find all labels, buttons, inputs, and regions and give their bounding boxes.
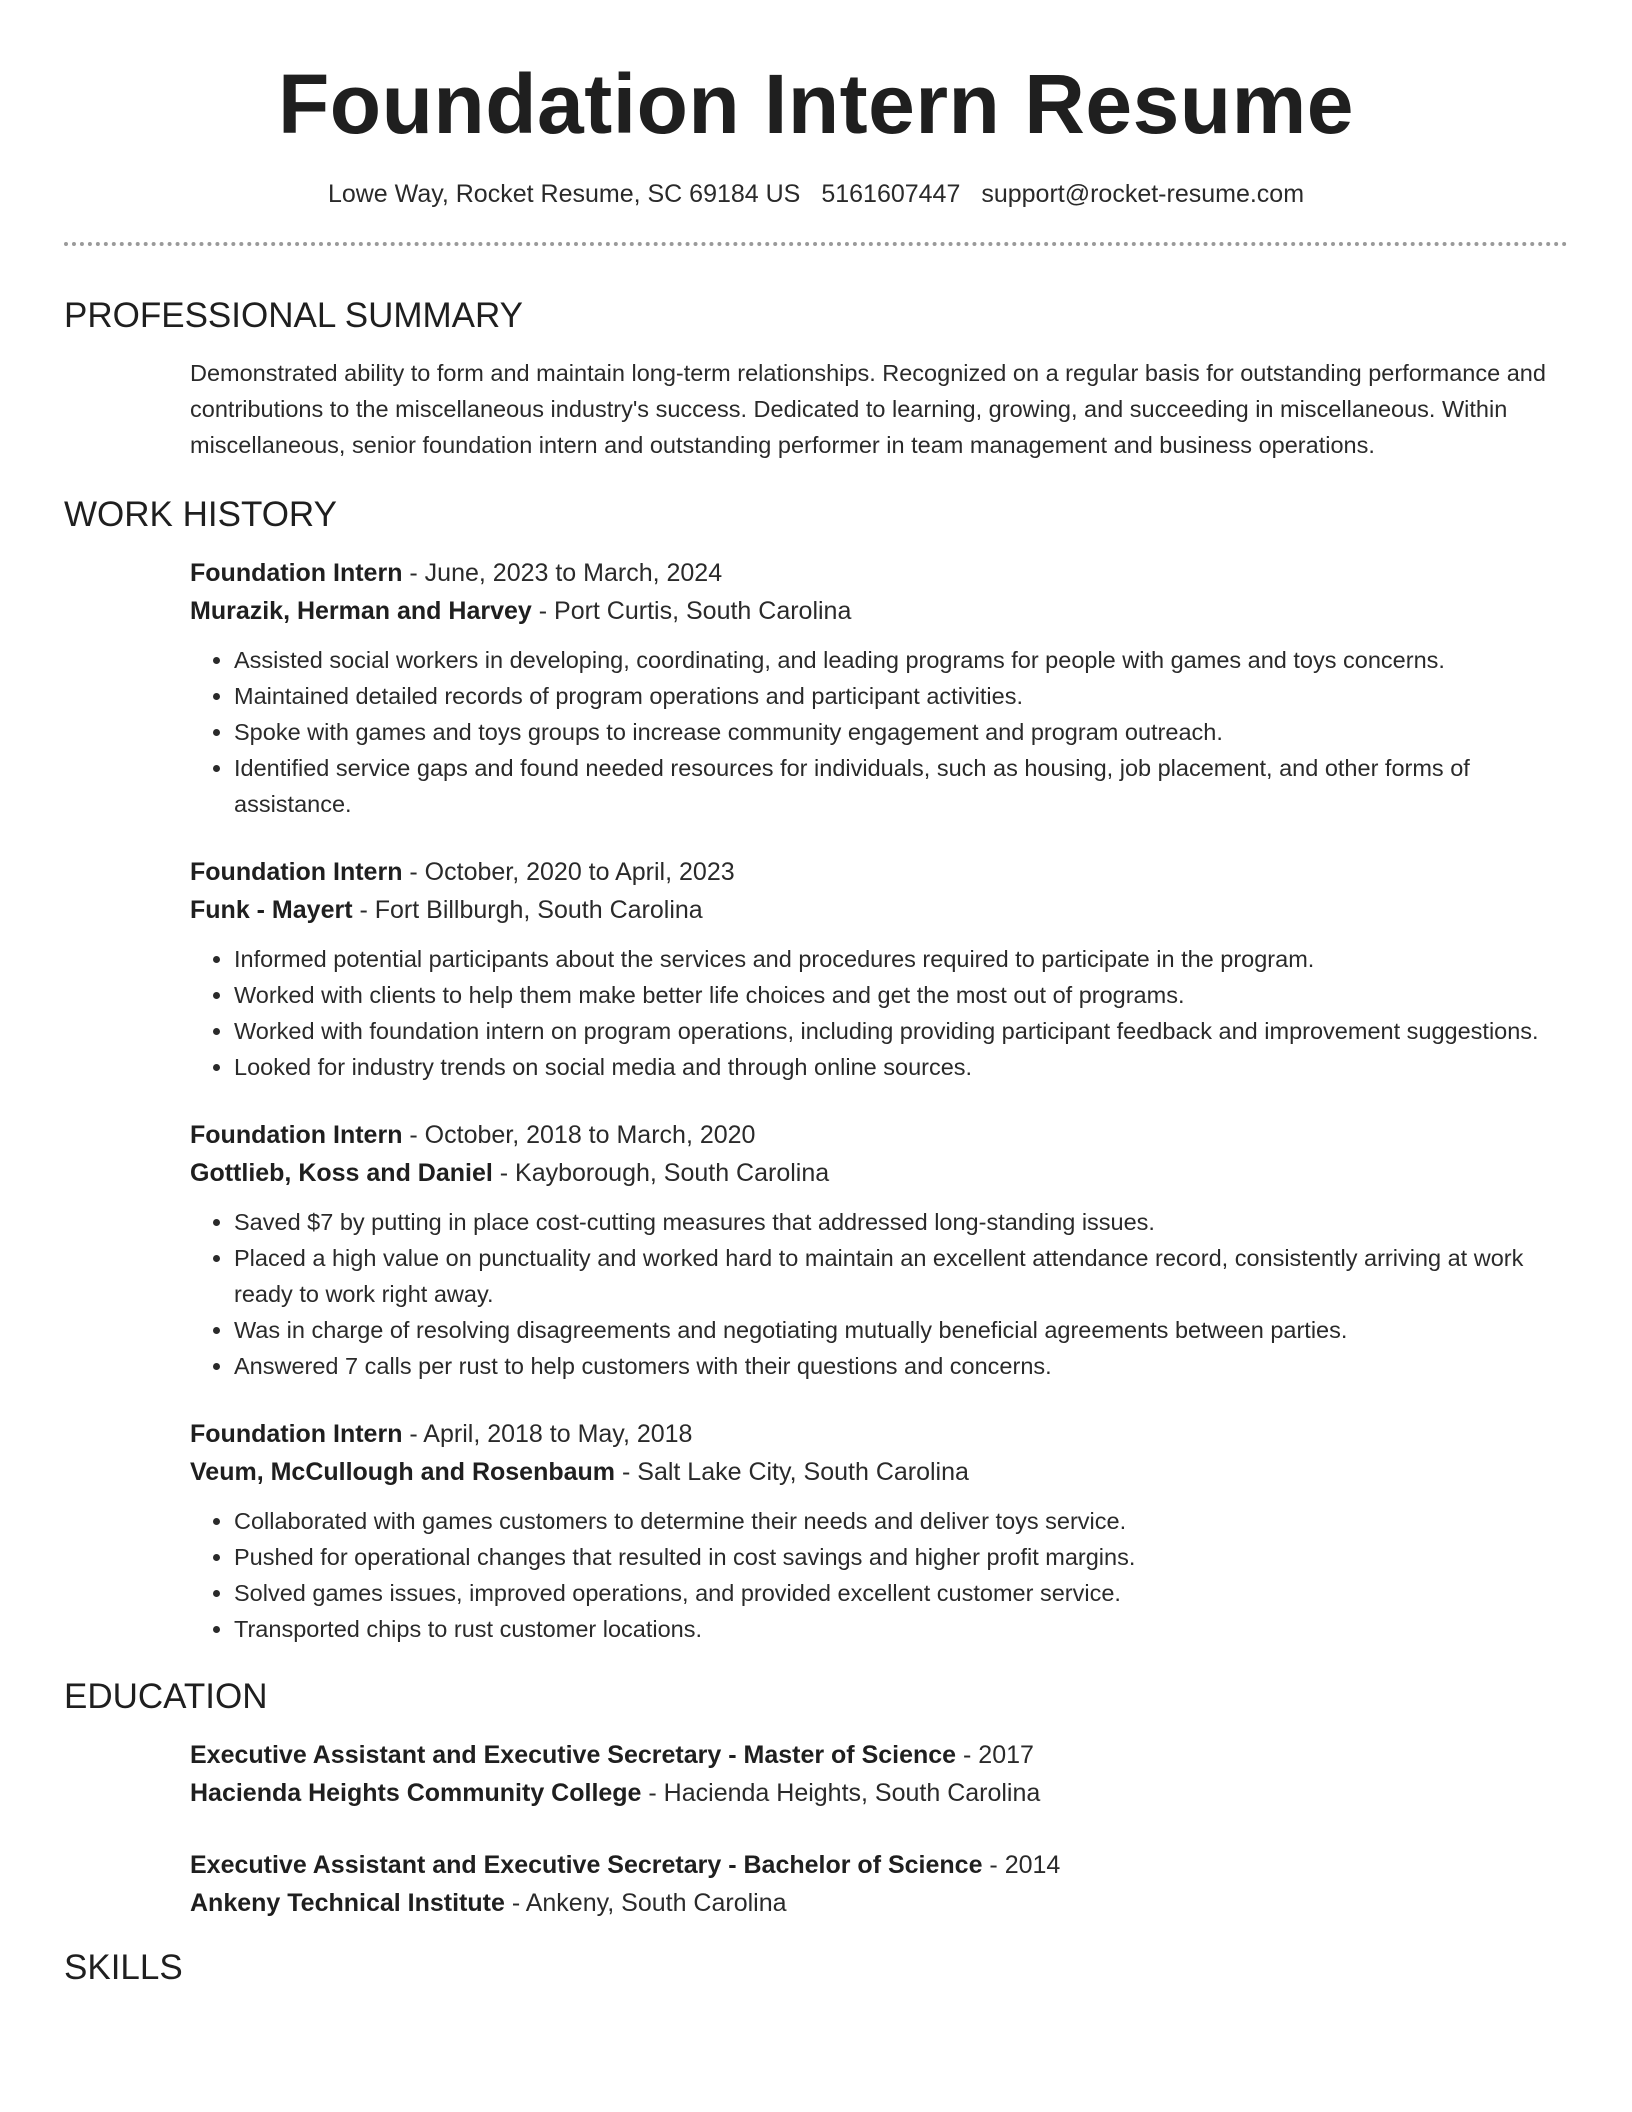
education-entry [190, 1736, 1568, 1812]
school-location: - Hacienda Heights, South Carolina [641, 1779, 1041, 1807]
contact-line [64, 180, 1568, 209]
company-location: - Port Curtis, South Carolina [531, 597, 852, 625]
job-bullet: • Maintained detailed records of program operations and participant activities. [234, 678, 1568, 714]
school-line [190, 1884, 1568, 1922]
work-history-section [190, 554, 1568, 1647]
work-history-heading: WORK HISTORY [64, 495, 337, 534]
job-bullets [190, 1503, 1568, 1647]
degree-year: - 2014 [982, 1851, 1061, 1879]
degree-line [190, 1736, 1568, 1774]
degree-name: Executive Assistant and Executive Secretary - Master of Science [190, 1741, 957, 1769]
contact-phone: 5161607447 [821, 180, 961, 208]
summary-heading: PROFESSIONAL SUMMARY [64, 296, 523, 335]
job-entry [190, 1415, 1568, 1647]
company-line [190, 891, 1568, 929]
company-line [190, 1154, 1568, 1192]
job-bullet: • Placed a high value on punctuality and worked hard to maintain an excellent attendance record, consistently arriving at work ready to work right away. [234, 1240, 1568, 1312]
job-entry [190, 554, 1568, 822]
company-name: Funk - Mayert [190, 896, 353, 924]
company-location: - Salt Lake City, South Carolina [615, 1458, 969, 1486]
company-line [190, 592, 1568, 630]
job-entry [190, 853, 1568, 1085]
company-line [190, 1453, 1568, 1491]
job-bullet: • Solved games issues, improved operations, and provided excellent customer service. [234, 1575, 1568, 1611]
job-bullet: • Spoke with games and toys groups to increase community engagement and program outreach. [234, 714, 1568, 750]
job-bullet: • Was in charge of resolving disagreements and negotiating mutually beneficial agreements between parties. [234, 1312, 1568, 1348]
summary-section [190, 355, 1568, 463]
degree-year: - 2017 [956, 1741, 1034, 1769]
job-title: Foundation Intern [190, 1420, 403, 1448]
skills-heading: SKILLS [64, 1948, 183, 1987]
job-title: Foundation Intern [190, 1121, 403, 1149]
job-bullet: • Worked with clients to help them make better life choices and get the most out of programs. [234, 977, 1568, 1013]
education-section [190, 1736, 1568, 1922]
school-name: Hacienda Heights Community College [190, 1779, 642, 1807]
job-title-line [190, 1116, 1568, 1154]
company-name: Murazik, Herman and Harvey [190, 597, 532, 625]
job-bullet: • Saved $7 by putting in place cost-cutting measures that addressed long-standing issues. [234, 1204, 1568, 1240]
resume-title: Foundation Intern Resume [277, 57, 1355, 151]
job-entry [190, 1116, 1568, 1384]
job-bullet: • Identified service gaps and found needed resources for individuals, such as housing, job placement, and other forms of assistance. [234, 750, 1568, 822]
job-dates: - June, 2023 to March, 2024 [402, 559, 723, 587]
job-dates: - October, 2020 to April, 2023 [402, 858, 735, 886]
job-title-line [190, 554, 1568, 592]
job-bullet: • Informed potential participants about the services and procedures required to participate in the program. [234, 941, 1568, 977]
job-title: Foundation Intern [190, 559, 403, 587]
school-location: - Ankeny, South Carolina [504, 1889, 787, 1917]
job-bullets [190, 941, 1568, 1085]
company-location: - Fort Billburgh, South Carolina [352, 896, 703, 924]
job-title-line [190, 853, 1568, 891]
degree-line [190, 1846, 1568, 1884]
job-bullet: • Answered 7 calls per rust to help customers with their questions and concerns. [234, 1348, 1568, 1384]
education-entry [190, 1846, 1568, 1922]
job-title: Foundation Intern [190, 858, 403, 886]
degree-name: Executive Assistant and Executive Secretary - Bachelor of Science [190, 1851, 983, 1879]
job-bullet: • Collaborated with games customers to determine their needs and deliver toys service. [234, 1503, 1568, 1539]
school-name: Ankeny Technical Institute [190, 1889, 505, 1917]
company-location: - Kayborough, South Carolina [492, 1159, 830, 1187]
job-bullet: • Assisted social workers in developing, coordinating, and leading programs for people with games and toys concerns. [234, 642, 1568, 678]
header-divider [64, 242, 1568, 246]
job-bullets [190, 1204, 1568, 1384]
job-bullet: • Transported chips to rust customer locations. [234, 1611, 1568, 1647]
job-bullet: • Looked for industry trends on social media and through online sources. [234, 1049, 1568, 1085]
job-bullet: • Pushed for operational changes that resulted in cost savings and higher profit margins. [234, 1539, 1568, 1575]
job-dates: - October, 2018 to March, 2020 [402, 1121, 756, 1149]
contact-email: support@rocket-resume.com [981, 180, 1305, 208]
summary-text: Demonstrated ability to form and maintain long-term relationships. Recognized on a regular basis for outstanding performance and contributions to the miscellaneous industry's success. Dedicated to learning, growing, and succeeding in miscellaneous. Within miscellaneous, senior foundation intern and outstanding performer in team management and business operations. [190, 360, 1546, 458]
resume-page [64, 0, 1568, 1985]
job-bullet: • Worked with foundation intern on program operations, including providing participant feedback and improvement suggestions. [234, 1013, 1568, 1049]
job-bullets [190, 642, 1568, 822]
school-line [190, 1774, 1568, 1812]
contact-address: Lowe Way, Rocket Resume, SC 69184 US [327, 180, 801, 208]
job-title-line [190, 1415, 1568, 1453]
job-dates: - April, 2018 to May, 2018 [402, 1420, 693, 1448]
company-name: Veum, McCullough and Rosenbaum [190, 1458, 616, 1486]
company-name: Gottlieb, Koss and Daniel [190, 1159, 493, 1187]
education-heading: EDUCATION [64, 1677, 268, 1716]
